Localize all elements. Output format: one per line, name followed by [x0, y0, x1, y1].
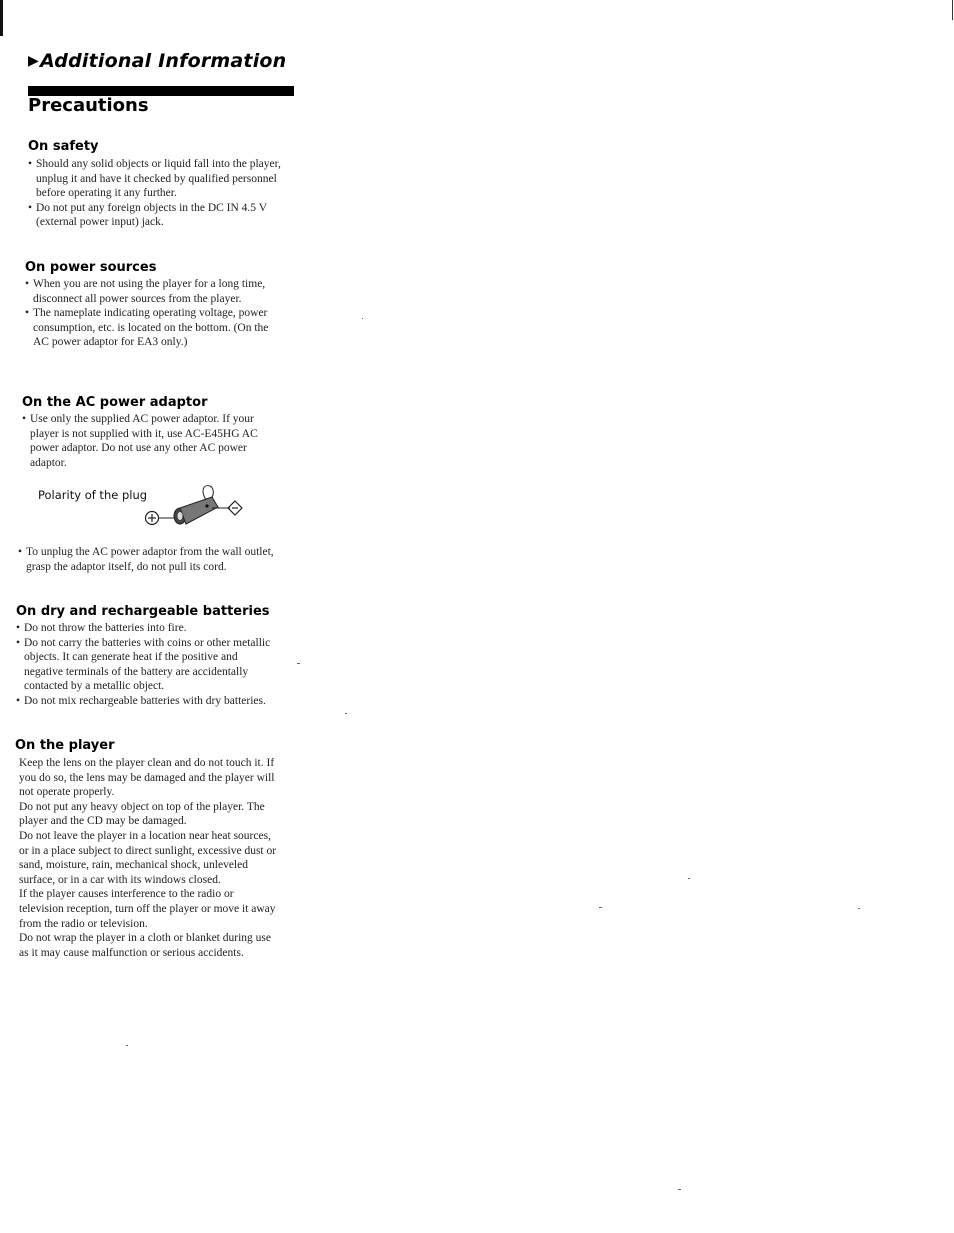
paragraph: If the player causes interference to the radio or television reception, turn off the player or move it away from the radio or television. [19, 888, 276, 930]
heading-batteries: On dry and rechargeable batteries [16, 604, 270, 619]
list-item: • Do not put any foreign objects in the DC IN 4.5 V (external power input) jack. [28, 201, 284, 230]
scan-edge-mark [952, 0, 953, 20]
ac-adaptor-list [22, 412, 270, 470]
scan-speck [599, 907, 602, 908]
heading-ac-adaptor: On the AC power adaptor [22, 395, 208, 410]
scan-speck [345, 713, 347, 714]
list-item: • To unplug the AC power adaptor from the wall outlet, grasp the adaptor itself, do not pull its cord. [18, 545, 282, 574]
scan-speck [297, 663, 300, 664]
scan-speck [362, 318, 363, 319]
paragraph: Keep the lens on the player clean and do not touch it. If you do so, the lens may be damaged and the player will not operate properly. [19, 757, 275, 799]
scan-speck [126, 1045, 128, 1046]
plug-polarity-diagram [140, 480, 250, 530]
heading-power-sources: On power sources [25, 260, 157, 275]
list-item: • Do not throw the batteries into fire. [16, 621, 272, 636]
power-sources-list [25, 277, 277, 350]
scan-speck [678, 1189, 681, 1190]
list-item: • Use only the supplied AC power adaptor. If your player is not supplied with it, use AC-E45HG AC power adaptor. Do not use any other AC power adaptor. [22, 412, 270, 470]
plug-icon [174, 486, 222, 524]
paragraph: Do not put any heavy object on top of the player. The player and the CD may be damaged. [19, 800, 265, 828]
minus-terminal-icon [228, 501, 242, 515]
heading-safety: On safety [28, 139, 99, 154]
section-title: Additional Information [39, 50, 287, 72]
safety-list [28, 157, 284, 230]
scan-edge-mark [0, 0, 3, 36]
list-item: • When you are not using the player for a long time, disconnect all power sources from the player. [25, 277, 277, 306]
scan-speck [688, 878, 690, 879]
triangle-arrow-icon: ▶ [28, 53, 39, 69]
page-title: Precautions [28, 95, 149, 116]
paragraph: Do not leave the player in a location near heat sources, or in a place subject to direct sunlight, excessive dust or sand, moisture, rain, mechanical shock, unleveled surface, or in a car with its windows closed. [19, 829, 277, 886]
batteries-list [16, 621, 272, 709]
list-item: • Do not mix rechargeable batteries with dry batteries. [16, 694, 272, 709]
scan-speck [858, 908, 860, 909]
plus-terminal-icon [146, 512, 159, 525]
list-item: • Should any solid objects or liquid fall into the player, unplug it and have it checked by qualified personnel before operating it any further. [28, 157, 284, 201]
section-header [28, 50, 286, 72]
player-paragraphs [19, 756, 277, 960]
unplug-list [18, 545, 282, 574]
paragraph: Do not wrap the player in a cloth or blanket during use as it may cause malfunction or serious accidents. [19, 932, 271, 959]
list-item: • The nameplate indicating operating voltage, power consumption, etc. is located on the bottom. (On the AC power adaptor for EA3 only.) [25, 306, 277, 350]
list-item: • Do not carry the batteries with coins or other metallic objects. It can generate heat if the positive and negative terminals of the battery are accidentally contacted by a metallic object. [16, 636, 272, 694]
heading-player: On the player [15, 738, 115, 753]
polarity-label: Polarity of the plug [38, 488, 148, 502]
